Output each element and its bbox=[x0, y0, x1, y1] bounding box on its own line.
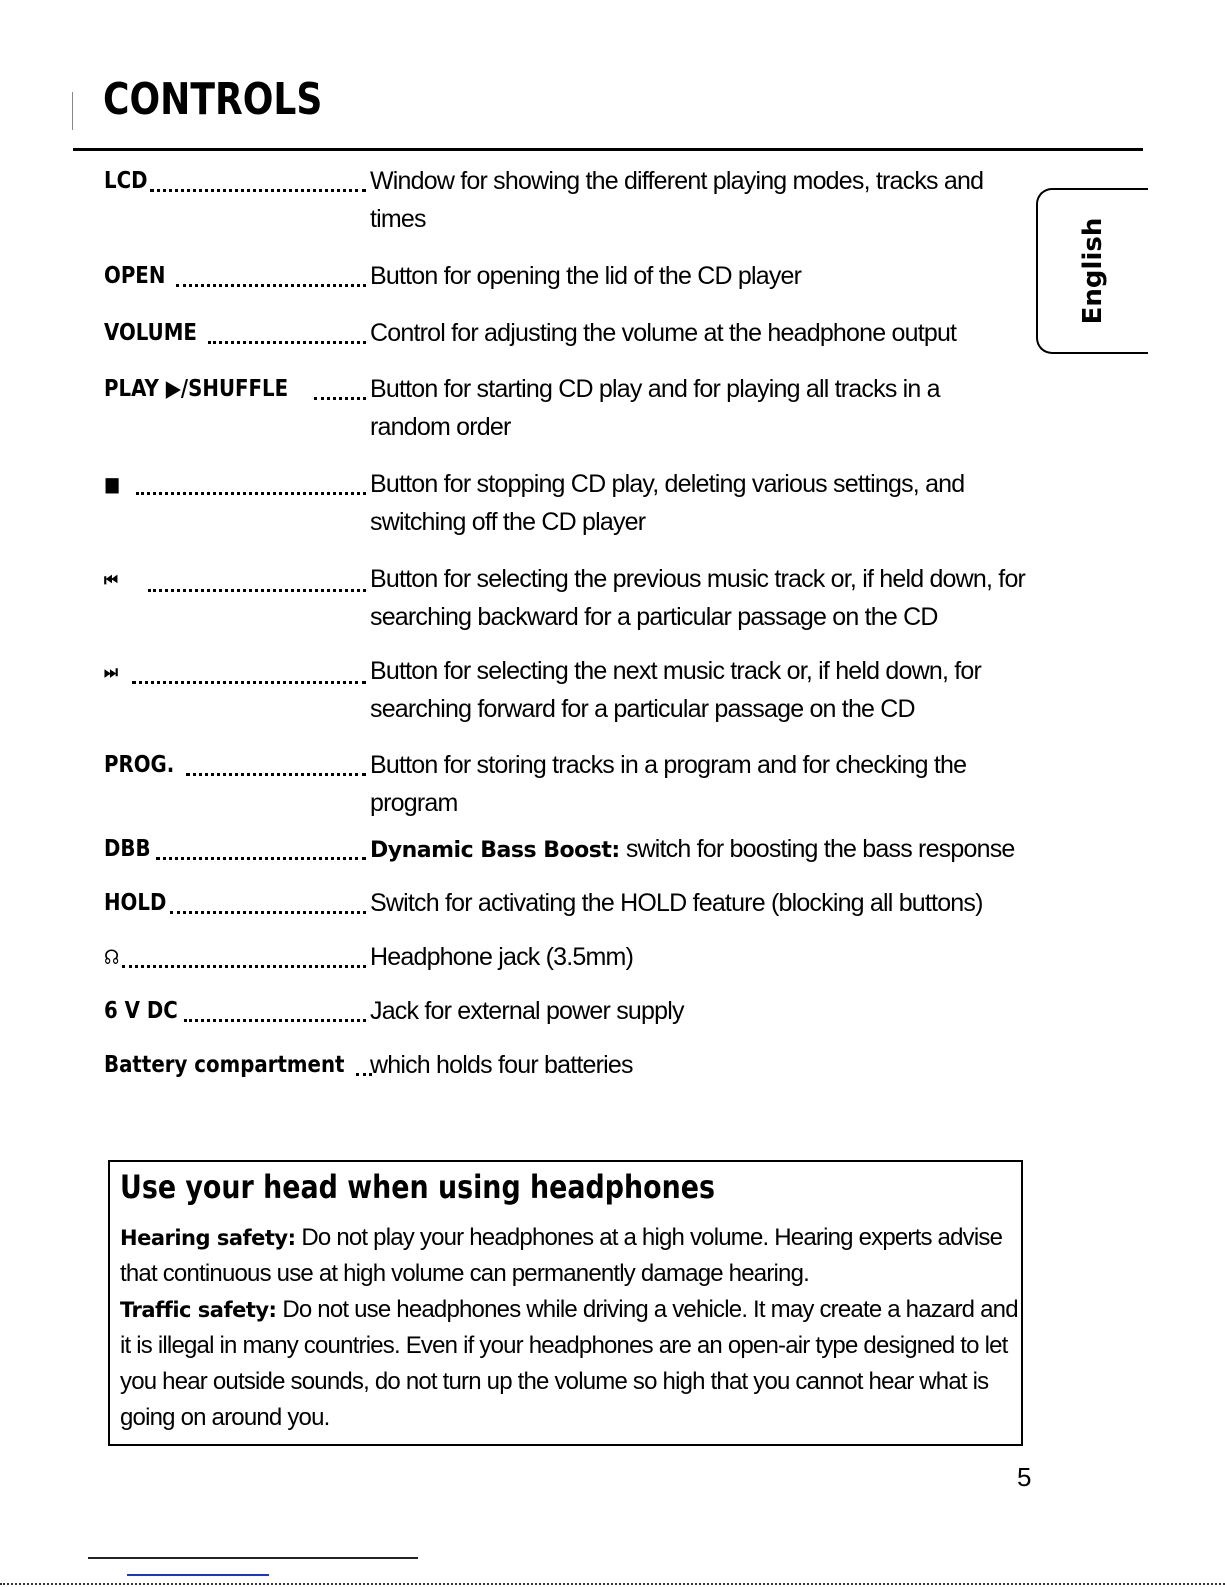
control-term: HOLD bbox=[104, 890, 167, 916]
control-term: DBB bbox=[104, 836, 151, 862]
safety-heading: Use your head when using headphones bbox=[120, 1168, 715, 1206]
leader-dots bbox=[176, 284, 366, 287]
traffic-safety-label: Traffic safety: bbox=[120, 1298, 277, 1322]
link-underline[interactable] bbox=[127, 1574, 269, 1576]
control-term: Battery compartment bbox=[104, 1052, 345, 1078]
control-description: Control for adjusting the volume at the headphone output bbox=[370, 319, 957, 347]
control-term: VOLUME bbox=[104, 320, 197, 346]
margin-mark bbox=[72, 92, 73, 130]
leader-dots bbox=[314, 397, 366, 400]
page-title: CONTROLS bbox=[103, 74, 323, 125]
control-description: which holds four batteries bbox=[370, 1051, 633, 1079]
leader-dots bbox=[184, 1019, 366, 1022]
control-description: Switch for activating the HOLD feature (blocking all buttons) bbox=[370, 889, 983, 917]
previous-track-icon: ⏮ bbox=[104, 570, 118, 591]
leader-dots bbox=[156, 857, 366, 860]
next-track-icon: ⏭ bbox=[104, 662, 118, 683]
control-term: 6 V DC bbox=[104, 998, 178, 1024]
page-bottom-border bbox=[0, 1583, 1225, 1587]
scan-artifact bbox=[88, 1557, 418, 1559]
leader-dots bbox=[148, 589, 366, 592]
leader-dots bbox=[150, 189, 366, 192]
control-description-text: switch for boosting the bass response bbox=[625, 835, 1015, 863]
leader-dots bbox=[122, 965, 366, 968]
control-term: PROG. bbox=[104, 752, 175, 778]
leader-dots bbox=[208, 341, 366, 344]
leader-dots bbox=[132, 681, 366, 684]
language-tab-label: English bbox=[1078, 217, 1108, 325]
control-description bbox=[370, 830, 1050, 870]
leader-dots bbox=[170, 911, 366, 914]
control-description: Button for starting CD play and for playing all tracks in a random order bbox=[370, 375, 940, 441]
traffic-safety-text: Do not use headphones while driving a vehicle. It may create a hazard and it is illegal in many countries. Even if your headphones are an open-air type designed to let you hear outside sounds, do not turn up the volume so high that you cannot hear what is going on around you. bbox=[120, 1296, 1018, 1431]
control-description: Button for selecting the previous music track or, if held down, for searching backward for a particular passage on the CD bbox=[370, 565, 1026, 631]
control-description: Button for selecting the next music track or, if held down, for searching forward for a particular passage on the CD bbox=[370, 657, 982, 723]
safety-warning-box bbox=[108, 1160, 1023, 1446]
page-number: 5 bbox=[1017, 1462, 1032, 1492]
language-tab bbox=[1036, 188, 1148, 354]
control-description: Button for stopping CD play, deleting various settings, and switching off the CD player bbox=[370, 470, 965, 536]
control-description: Button for opening the lid of the CD player bbox=[370, 262, 802, 290]
stop-icon: ■ bbox=[104, 472, 121, 496]
control-description: Window for showing the different playing modes, tracks and times bbox=[370, 167, 984, 233]
control-term: PLAY ▶/SHUFFLE bbox=[104, 376, 289, 402]
hearing-safety-text: Do not play your headphones at a high volume. Hearing experts advise that continuous use at high volume can permanently damage hearing. bbox=[120, 1224, 1003, 1287]
control-description: Jack for external power supply bbox=[370, 997, 684, 1025]
safety-body bbox=[120, 1220, 1020, 1436]
headphone-icon: ☊ bbox=[104, 945, 120, 969]
control-term: OPEN bbox=[104, 263, 166, 289]
control-description: Button for storing tracks in a program and for checking the program bbox=[370, 751, 967, 817]
control-description: Headphone jack (3.5mm) bbox=[370, 943, 634, 971]
title-divider bbox=[73, 148, 1143, 151]
control-description-bold: Dynamic Bass Boost: bbox=[370, 838, 620, 863]
leader-dots bbox=[186, 773, 366, 776]
control-term: LCD bbox=[104, 168, 148, 194]
hearing-safety-label: Hearing safety: bbox=[120, 1226, 296, 1250]
leader-dots bbox=[136, 492, 366, 495]
